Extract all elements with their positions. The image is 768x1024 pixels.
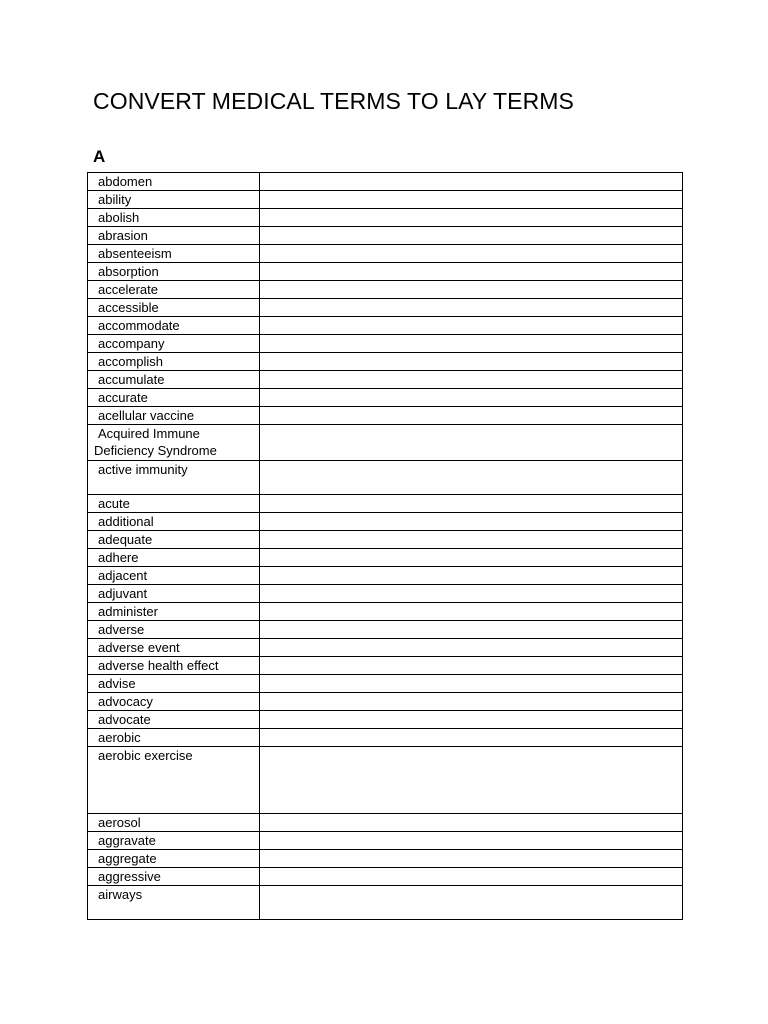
lay-term-cell[interactable] bbox=[260, 621, 683, 639]
term-cell bbox=[88, 389, 260, 407]
term-text: aggregate bbox=[98, 851, 157, 866]
lay-term-cell[interactable] bbox=[260, 549, 683, 567]
term-text: aerobic bbox=[98, 730, 141, 745]
table-row bbox=[88, 353, 683, 371]
term-text: acellular vaccine bbox=[98, 408, 195, 423]
lay-term-cell[interactable] bbox=[260, 299, 683, 317]
table-row bbox=[88, 729, 683, 747]
term-cell bbox=[88, 657, 260, 675]
term-text: Acquired Immune bbox=[98, 426, 200, 441]
table-row bbox=[88, 711, 683, 729]
term-cell bbox=[88, 832, 260, 850]
lay-term-cell[interactable] bbox=[260, 495, 683, 513]
term-text: abrasion bbox=[98, 228, 148, 243]
lay-term-cell[interactable] bbox=[260, 729, 683, 747]
term-text: adverse bbox=[98, 622, 145, 637]
term-text: adverse event bbox=[98, 640, 180, 655]
lay-term-cell[interactable] bbox=[260, 832, 683, 850]
term-cell bbox=[88, 675, 260, 693]
term-text: accurate bbox=[98, 390, 148, 405]
table-row bbox=[88, 675, 683, 693]
term-text: acute bbox=[98, 496, 130, 511]
lay-term-cell[interactable] bbox=[260, 657, 683, 675]
terms-table-body bbox=[88, 173, 683, 920]
lay-term-cell[interactable] bbox=[260, 585, 683, 603]
term-cell bbox=[88, 263, 260, 281]
term-cell bbox=[88, 495, 260, 513]
term-cell bbox=[88, 868, 260, 886]
term-cell bbox=[88, 407, 260, 425]
term-cell bbox=[88, 425, 260, 461]
table-row bbox=[88, 389, 683, 407]
term-text: abdomen bbox=[98, 174, 153, 189]
term-cell bbox=[88, 371, 260, 389]
term-cell bbox=[88, 850, 260, 868]
term-text: advocacy bbox=[98, 694, 153, 709]
term-cell bbox=[88, 531, 260, 549]
table-row bbox=[88, 832, 683, 850]
table-row bbox=[88, 495, 683, 513]
term-cell bbox=[88, 747, 260, 814]
lay-term-cell[interactable] bbox=[260, 747, 683, 814]
lay-term-cell[interactable] bbox=[260, 371, 683, 389]
table-row bbox=[88, 263, 683, 281]
term-cell bbox=[88, 317, 260, 335]
lay-term-cell[interactable] bbox=[260, 567, 683, 585]
term-cell bbox=[88, 335, 260, 353]
term-text: airways bbox=[98, 887, 143, 902]
term-cell bbox=[88, 639, 260, 657]
lay-term-cell[interactable] bbox=[260, 353, 683, 371]
term-text: additional bbox=[98, 514, 154, 529]
lay-term-cell[interactable] bbox=[260, 461, 683, 495]
lay-term-cell[interactable] bbox=[260, 335, 683, 353]
term-cell bbox=[88, 245, 260, 263]
term-text: active immunity bbox=[98, 462, 188, 477]
term-cell bbox=[88, 585, 260, 603]
table-row bbox=[88, 585, 683, 603]
term-text: aerobic exercise bbox=[98, 748, 193, 763]
term-cell bbox=[88, 173, 260, 191]
table-row bbox=[88, 245, 683, 263]
term-text: adverse health effect bbox=[98, 658, 219, 673]
table-row bbox=[88, 461, 683, 495]
table-row bbox=[88, 603, 683, 621]
lay-term-cell[interactable] bbox=[260, 389, 683, 407]
term-cell bbox=[88, 711, 260, 729]
term-text: advocate bbox=[98, 712, 151, 727]
term-text: adequate bbox=[98, 532, 153, 547]
term-text: ability bbox=[98, 192, 132, 207]
term-text: accessible bbox=[98, 300, 159, 315]
lay-term-cell[interactable] bbox=[260, 814, 683, 832]
lay-term-cell[interactable] bbox=[260, 850, 683, 868]
lay-term-cell[interactable] bbox=[260, 675, 683, 693]
term-cell bbox=[88, 227, 260, 245]
lay-term-cell[interactable] bbox=[260, 173, 683, 191]
lay-term-cell[interactable] bbox=[260, 513, 683, 531]
lay-term-cell[interactable] bbox=[260, 711, 683, 729]
term-cell bbox=[88, 886, 260, 920]
page-title: CONVERT MEDICAL TERMS TO LAY TERMS bbox=[93, 88, 574, 114]
table-row bbox=[88, 173, 683, 191]
term-text: accelerate bbox=[98, 282, 158, 297]
table-row bbox=[88, 886, 683, 920]
term-text: advise bbox=[98, 676, 136, 691]
table-row bbox=[88, 407, 683, 425]
table-row bbox=[88, 191, 683, 209]
lay-term-cell[interactable] bbox=[260, 868, 683, 886]
lay-term-cell[interactable] bbox=[260, 407, 683, 425]
table-row bbox=[88, 549, 683, 567]
term-text: absorption bbox=[98, 264, 159, 279]
term-cell bbox=[88, 281, 260, 299]
lay-term-cell[interactable] bbox=[260, 886, 683, 920]
table-row bbox=[88, 747, 683, 814]
lay-term-cell[interactable] bbox=[260, 693, 683, 711]
term-cell bbox=[88, 191, 260, 209]
table-row bbox=[88, 850, 683, 868]
table-row bbox=[88, 227, 683, 245]
term-cell bbox=[88, 461, 260, 495]
term-text: aerosol bbox=[98, 815, 141, 830]
term-cell bbox=[88, 729, 260, 747]
table-row bbox=[88, 868, 683, 886]
term-text: adhere bbox=[98, 550, 139, 565]
table-row bbox=[88, 693, 683, 711]
lay-term-cell[interactable] bbox=[260, 263, 683, 281]
table-row bbox=[88, 531, 683, 549]
lay-term-cell[interactable] bbox=[260, 191, 683, 209]
table-row bbox=[88, 567, 683, 585]
term-cell bbox=[88, 513, 260, 531]
term-cell bbox=[88, 299, 260, 317]
term-text: abolish bbox=[98, 210, 140, 225]
term-cell bbox=[88, 693, 260, 711]
lay-term-cell[interactable] bbox=[260, 227, 683, 245]
section-letter: A bbox=[93, 147, 106, 166]
lay-term-cell[interactable] bbox=[260, 639, 683, 657]
table-row bbox=[88, 299, 683, 317]
term-text: adjacent bbox=[98, 568, 148, 583]
table-row bbox=[88, 317, 683, 335]
lay-term-cell[interactable] bbox=[260, 281, 683, 299]
table-row bbox=[88, 814, 683, 832]
term-text: aggressive bbox=[98, 869, 161, 884]
lay-term-cell[interactable] bbox=[260, 603, 683, 621]
table-row bbox=[88, 335, 683, 353]
lay-term-cell[interactable] bbox=[260, 425, 683, 461]
table-row bbox=[88, 209, 683, 227]
term-cell bbox=[88, 814, 260, 832]
lay-term-cell[interactable] bbox=[260, 245, 683, 263]
term-cell bbox=[88, 209, 260, 227]
term-text: absenteeism bbox=[98, 246, 172, 261]
table-row bbox=[88, 621, 683, 639]
term-cell bbox=[88, 621, 260, 639]
term-text: accompany bbox=[98, 336, 165, 351]
table-row bbox=[88, 639, 683, 657]
table-row bbox=[88, 371, 683, 389]
term-cell bbox=[88, 353, 260, 371]
table-row bbox=[88, 657, 683, 675]
lay-term-cell[interactable] bbox=[260, 317, 683, 335]
term-text: accomplish bbox=[98, 354, 164, 369]
term-cell bbox=[88, 567, 260, 585]
table-row bbox=[88, 513, 683, 531]
term-text-line2: Deficiency Syndrome bbox=[94, 443, 217, 458]
terms-table bbox=[87, 172, 683, 920]
term-text: accommodate bbox=[98, 318, 180, 333]
term-cell bbox=[88, 603, 260, 621]
table-row bbox=[88, 281, 683, 299]
term-text: adjuvant bbox=[98, 586, 148, 601]
term-text: aggravate bbox=[98, 833, 156, 848]
term-text: administer bbox=[98, 604, 158, 619]
term-cell bbox=[88, 549, 260, 567]
table-row bbox=[88, 425, 683, 461]
lay-term-cell[interactable] bbox=[260, 531, 683, 549]
term-text: accumulate bbox=[98, 372, 165, 387]
lay-term-cell[interactable] bbox=[260, 209, 683, 227]
